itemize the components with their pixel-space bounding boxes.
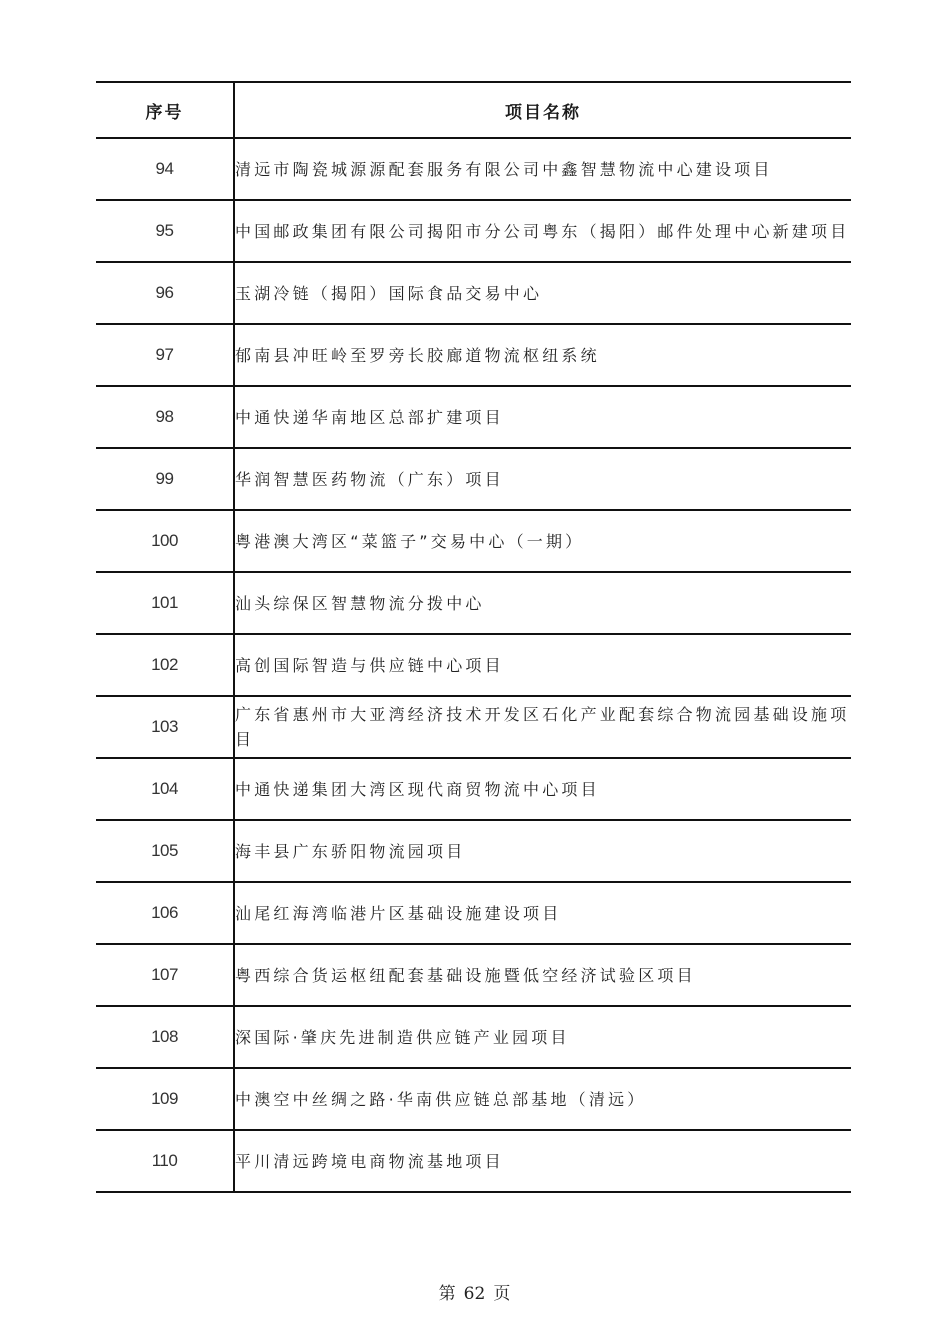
row-project-name: 平川清远跨境电商物流基地项目 xyxy=(235,1151,504,1171)
page-suffix: 页 xyxy=(493,1284,511,1304)
header-serial-number: 序号 xyxy=(96,82,234,138)
table-row xyxy=(96,1130,851,1192)
page-number: 62 xyxy=(463,1284,486,1304)
row-serial-number: 106 xyxy=(96,882,234,944)
row-serial-number: 109 xyxy=(96,1068,234,1130)
row-serial-number: 107 xyxy=(96,944,234,1006)
row-project-name: 中国邮政集团有限公司揭阳市分公司粤东（揭阳）邮件处理中心新建项目 xyxy=(235,221,850,241)
table-row xyxy=(96,510,851,572)
table-header-row xyxy=(96,82,851,138)
table-body xyxy=(96,138,851,1192)
row-project-name: 清远市陶瓷城源源配套服务有限公司中鑫智慧物流中心建设项目 xyxy=(235,159,773,179)
table-row xyxy=(96,944,851,1006)
row-project-name: 玉湖冷链（揭阳）国际食品交易中心 xyxy=(235,283,543,303)
table-row xyxy=(96,262,851,324)
row-serial-number: 104 xyxy=(96,758,234,820)
row-project-name: 华润智慧医药物流（广东）项目 xyxy=(235,469,504,489)
row-project-name: 郁南县冲旺岭至罗旁长胶廊道物流枢纽系统 xyxy=(235,345,600,365)
row-serial-number: 110 xyxy=(96,1130,234,1192)
row-project-name: 深国际·肇庆先进制造供应链产业园项目 xyxy=(235,1027,570,1047)
row-serial-number: 102 xyxy=(96,634,234,696)
row-serial-number: 97 xyxy=(96,324,234,386)
page-prefix: 第 xyxy=(438,1284,456,1304)
table-row xyxy=(96,572,851,634)
row-serial-number: 101 xyxy=(96,572,234,634)
table-row xyxy=(96,882,851,944)
row-serial-number: 100 xyxy=(96,510,234,572)
row-project-name: 中通快递集团大湾区现代商贸物流中心项目 xyxy=(235,779,600,799)
project-table xyxy=(96,81,851,1193)
row-project-name: 汕头综保区智慧物流分拨中心 xyxy=(235,593,485,613)
row-serial-number: 94 xyxy=(96,138,234,200)
row-project-name: 汕尾红海湾临港片区基础设施建设项目 xyxy=(235,903,562,923)
row-project-name: 粤港澳大湾区“菜篮子”交易中心（一期） xyxy=(235,531,585,551)
row-project-name: 高创国际智造与供应链中心项目 xyxy=(235,655,504,675)
row-serial-number: 95 xyxy=(96,200,234,262)
row-serial-number: 103 xyxy=(96,696,234,758)
row-serial-number: 108 xyxy=(96,1006,234,1068)
table-row xyxy=(96,138,851,200)
table-row xyxy=(96,820,851,882)
table-row xyxy=(96,634,851,696)
row-serial-number: 96 xyxy=(96,262,234,324)
row-serial-number: 98 xyxy=(96,386,234,448)
row-project-name: 海丰县广东骄阳物流园项目 xyxy=(235,841,466,861)
table-row xyxy=(96,1006,851,1068)
table-row xyxy=(96,758,851,820)
row-serial-number: 99 xyxy=(96,448,234,510)
row-project-name: 中通快递华南地区总部扩建项目 xyxy=(235,407,504,427)
table-row xyxy=(96,1068,851,1130)
table-row xyxy=(96,696,851,758)
row-project-name: 粤西综合货运枢纽配套基础设施暨低空经济试验区项目 xyxy=(235,965,696,985)
table-row xyxy=(96,324,851,386)
row-project-name: 中澳空中丝绸之路·华南供应链总部基地（清远） xyxy=(235,1089,647,1109)
row-project-name: 广东省惠州市大亚湾经济技术开发区石化产业配套综合物流园基础设施项目 xyxy=(235,705,850,749)
table-row xyxy=(96,200,851,262)
table-row xyxy=(96,448,851,510)
row-serial-number: 105 xyxy=(96,820,234,882)
page-number-footer xyxy=(0,1279,949,1304)
header-project-name: 项目名称 xyxy=(505,102,581,123)
table-row xyxy=(96,386,851,448)
